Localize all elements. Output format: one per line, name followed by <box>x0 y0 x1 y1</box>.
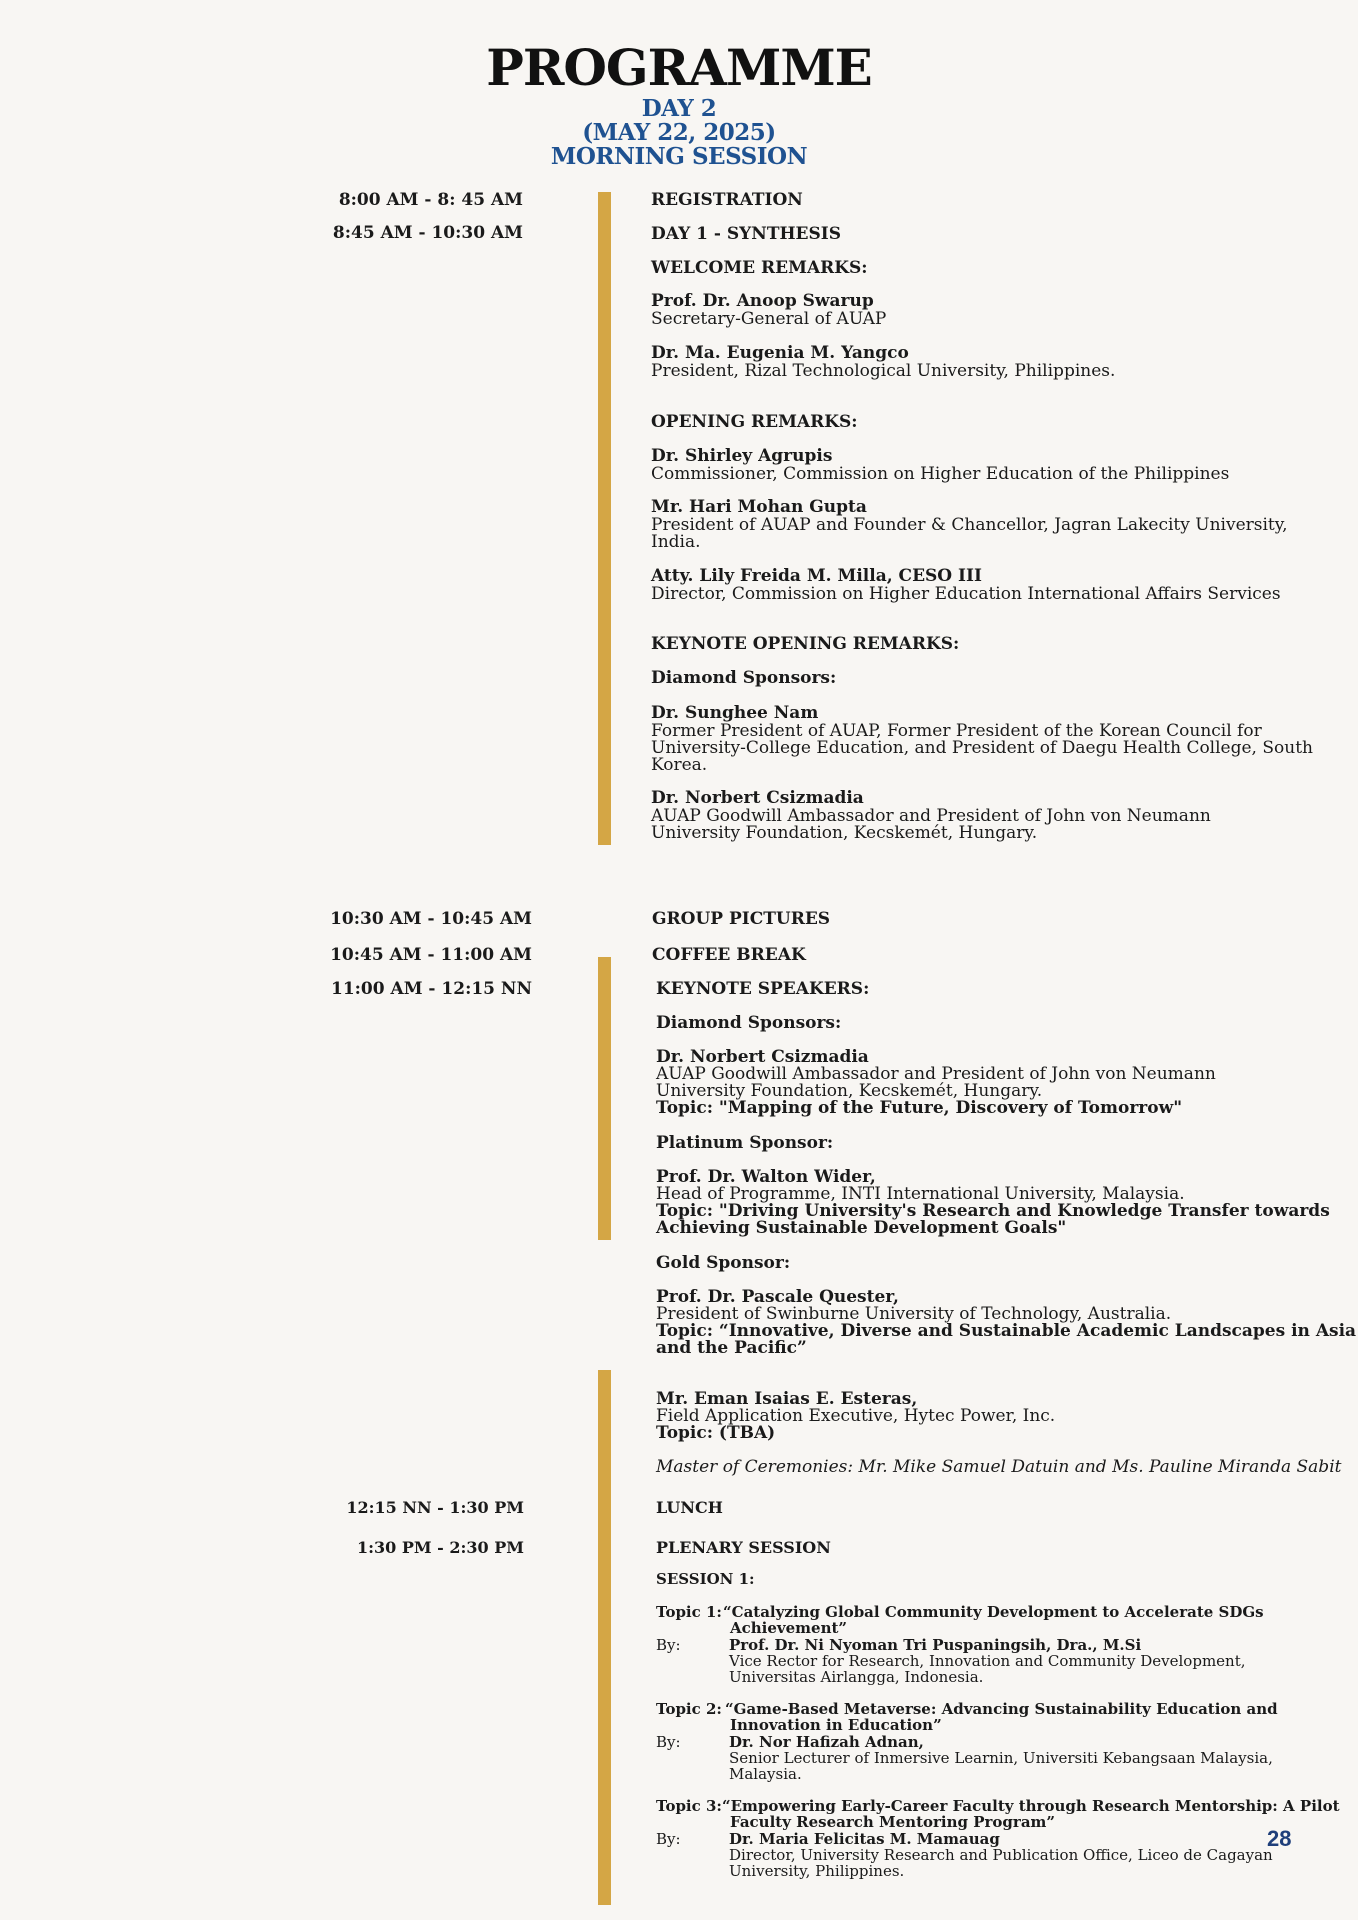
speaker-title: University Foundation, Kecskemét, Hungary. <box>651 823 1038 843</box>
speaker-name: Prof. Dr. Walton Wider, <box>656 1167 876 1187</box>
registration-label: REGISTRATION <box>651 190 803 210</box>
topic-title: Faculty Research Mentoring Program” <box>730 1813 1056 1831</box>
speaker-topic: Achieving Sustainable Development Goals" <box>656 1218 1067 1238</box>
speaker-name: Atty. Lily Freida M. Milla, CESO III <box>651 566 982 586</box>
keynote-speakers-heading: KEYNOTE SPEAKERS: <box>656 979 870 999</box>
speaker-title: Commissioner, Commission on Higher Education of the Philippines <box>651 464 1230 484</box>
speaker-title: President of Swinburne University of Technology, Australia. <box>656 1304 1172 1324</box>
coffee-break-label: COFFEE BREAK <box>652 945 806 965</box>
date-label: (MAY 22, 2025) <box>582 119 776 146</box>
timeline-bar <box>598 957 611 1240</box>
time-plenary: 1:30 PM - 2:30 PM <box>356 1538 524 1557</box>
sponsor-tier: Diamond Sponsors: <box>651 668 837 688</box>
opening-remarks-heading: OPENING REMARKS: <box>651 412 858 432</box>
speaker-name: Prof. Dr. Ni Nyoman Tri Puspaningsih, Dra., M.Si <box>729 1636 1142 1654</box>
time-group-pictures: 10:30 AM - 10:45 AM <box>330 909 532 929</box>
welcome-remarks-heading: WELCOME REMARKS: <box>651 258 868 278</box>
speaker-name: Dr. Ma. Eugenia M. Yangco <box>651 343 909 363</box>
by-label: By: <box>656 1830 681 1848</box>
topic-title: “Game-Based Metaverse: Advancing Sustainability Education and <box>725 1700 1278 1718</box>
speaker-title: President, Rizal Technological University, Philippines. <box>651 361 1116 381</box>
topic-label: Topic 2: <box>656 1700 722 1718</box>
speaker-name: Mr. Eman Isaias E. Esteras, <box>656 1389 918 1409</box>
speaker-title: Director, University Research and Publication Office, Liceo de Cagayan <box>729 1846 1273 1864</box>
group-pictures-label: GROUP PICTURES <box>652 909 831 929</box>
speaker-topic: Topic: "Mapping of the Future, Discovery of Tomorrow" <box>656 1098 1183 1118</box>
speaker-title: AUAP Goodwill Ambassador and President of John von Neumann <box>656 1064 1216 1084</box>
sponsor-tier: Diamond Sponsors: <box>656 1013 842 1033</box>
speaker-topic: Topic: (TBA) <box>656 1423 776 1443</box>
speaker-title: Korea. <box>651 755 708 775</box>
speaker-name: Dr. Maria Felicitas M. Mamauag <box>729 1830 1000 1848</box>
day-label: DAY 2 <box>641 95 717 122</box>
topic-title: “Empowering Early-Career Faculty through Research Mentorship: A Pilot <box>722 1797 1340 1815</box>
plenary-session-label: PLENARY SESSION <box>656 1538 831 1557</box>
speaker-name: Dr. Nor Hafizah Adnan, <box>729 1733 924 1751</box>
speaker-topic: and the Pacific” <box>656 1338 807 1358</box>
time-keynote: 11:00 AM - 12:15 NN <box>331 979 532 999</box>
timeline-bar <box>598 192 611 845</box>
speaker-title: Secretary-General of AUAP <box>651 309 887 329</box>
sponsor-tier: Gold Sponsor: <box>656 1253 791 1273</box>
session-label: MORNING SESSION <box>550 143 808 170</box>
speaker-title: Head of Programme, INTI International University, Malaysia. <box>656 1184 1185 1204</box>
session-1-label: SESSION 1: <box>656 1570 755 1588</box>
speaker-title: University Foundation, Kecskemét, Hungary. <box>656 1081 1043 1101</box>
topic-label: Topic 1: <box>656 1603 722 1621</box>
synthesis-label: DAY 1 - SYNTHESIS <box>651 224 841 244</box>
speaker-title: Vice Rector for Research, Innovation and Community Development, <box>729 1652 1246 1670</box>
speaker-title: Field Application Executive, Hytec Power, Inc. <box>656 1406 1056 1426</box>
timeline-bar <box>598 1370 611 1905</box>
speaker-title: President of AUAP and Founder & Chancellor, Jagran Lakecity University, <box>651 515 1288 535</box>
speaker-topic: Topic: "Driving University's Research and Knowledge Transfer towards <box>656 1201 1330 1221</box>
speaker-name: Dr. Norbert Csizmadia <box>651 788 864 808</box>
time-coffee-break: 10:45 AM - 11:00 AM <box>330 945 532 965</box>
page-number: 28 <box>1267 1826 1292 1851</box>
by-label: By: <box>656 1733 681 1751</box>
topic-label: Topic 3: <box>656 1797 722 1815</box>
topic-title: Innovation in Education” <box>730 1716 942 1734</box>
speaker-title: Universitas Airlangga, Indonesia. <box>729 1668 984 1686</box>
speaker-title: AUAP Goodwill Ambassador and President of John von Neumann <box>651 806 1211 826</box>
master-of-ceremonies: Master of Ceremonies: Mr. Mike Samuel Datuin and Ms. Pauline Miranda Sabit <box>656 1457 1342 1477</box>
speaker-title: Former President of AUAP, Former President of the Korean Council for <box>651 721 1262 741</box>
speaker-name: Mr. Hari Mohan Gupta <box>651 497 867 517</box>
topic-title: “Catalyzing Global Community Development to Accelerate SDGs <box>723 1603 1264 1621</box>
speaker-name: Dr. Norbert Csizmadia <box>656 1047 869 1067</box>
page-title: PROGRAMME <box>486 38 872 97</box>
speaker-name: Dr. Shirley Agrupis <box>651 446 833 466</box>
speaker-title: Director, Commission on Higher Education International Affairs Services <box>651 584 1281 604</box>
speaker-title: University-College Education, and President of Daegu Health College, South <box>651 738 1313 758</box>
speaker-topic: Topic: “Innovative, Diverse and Sustainable Academic Landscapes in Asia <box>656 1321 1357 1341</box>
time-synthesis: 8:45 AM - 10:30 AM <box>332 223 523 243</box>
topic-title: Achievement” <box>730 1619 848 1637</box>
speaker-title: Senior Lecturer of Inmersive Learnin, Universiti Kebangsaan Malaysia, <box>729 1749 1273 1767</box>
speaker-name: Prof. Dr. Pascale Quester, <box>656 1287 899 1307</box>
time-lunch: 12:15 NN - 1:30 PM <box>346 1498 524 1517</box>
by-label: By: <box>656 1636 681 1654</box>
speaker-name: Prof. Dr. Anoop Swarup <box>651 291 874 311</box>
lunch-label: LUNCH <box>656 1498 723 1517</box>
speaker-title: Malaysia. <box>729 1765 802 1783</box>
speaker-title: University, Philippines. <box>729 1862 905 1880</box>
sponsor-tier: Platinum Sponsor: <box>656 1133 834 1153</box>
speaker-title: India. <box>651 532 701 552</box>
keynote-opening-heading: KEYNOTE OPENING REMARKS: <box>651 634 960 654</box>
time-registration: 8:00 AM - 8: 45 AM <box>338 190 523 210</box>
speaker-name: Dr. Sunghee Nam <box>651 703 819 723</box>
